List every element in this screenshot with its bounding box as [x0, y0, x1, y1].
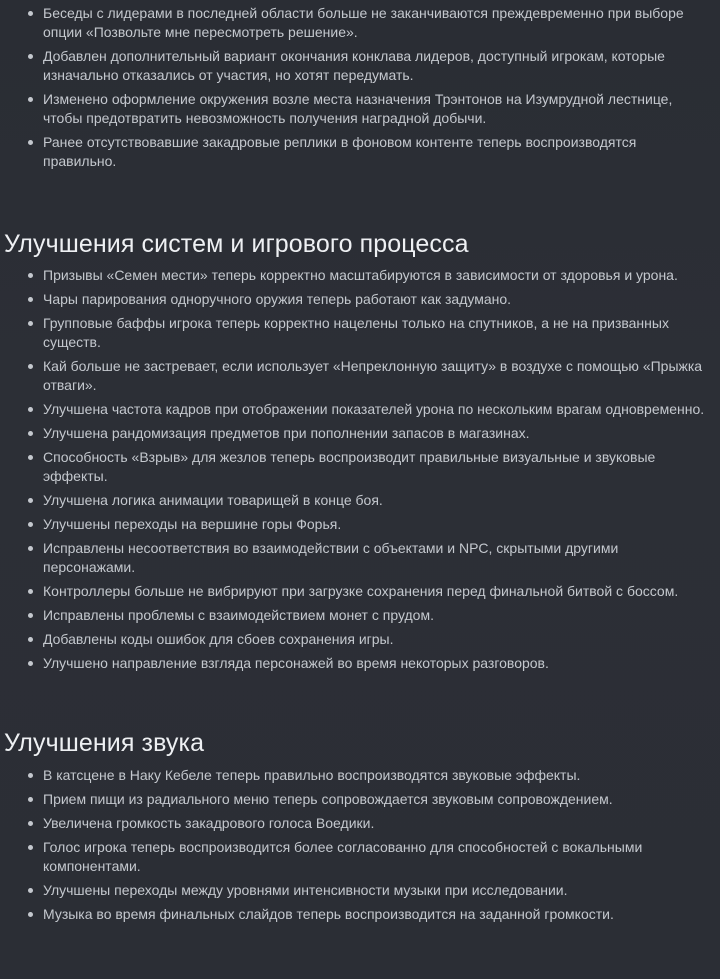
list-item: Прием пищи из радиального меню теперь сопровождается звуковым сопровождением.: [28, 790, 712, 809]
sound-list: [4, 766, 712, 924]
list-item: Музыка во время финальных слайдов теперь воспроизводится на заданной громкости.: [28, 905, 712, 924]
list-item: Способность «Взрыв» для жезлов теперь воспроизводит правильные визуальные и звуковые эффекты.: [28, 448, 712, 486]
section-heading-systems: Улучшения систем и игрового процесса: [4, 230, 469, 258]
list-item: Контроллеры больше не вибрируют при загрузке сохранения перед финальной битвой с боссом.: [28, 582, 712, 601]
list-item: Улучшена частота кадров при отображении показателей урона по нескольким врагам одновременно.: [28, 400, 712, 419]
list-item: Групповые баффы игрока теперь корректно нацелены только на спутников, а не на призванных существ.: [28, 314, 712, 352]
list-item: Улучшена логика анимации товарищей в конце боя.: [28, 491, 712, 510]
list-item: Призывы «Семен мести» теперь корректно масштабируются в зависимости от здоровья и урона.: [28, 266, 712, 285]
list-item: Улучшены переходы между уровнями интенсивности музыки при исследовании.: [28, 881, 712, 900]
lead-items-list: [4, 0, 712, 171]
list-item: Исправлены проблемы с взаимодействием монет с прудом.: [28, 606, 712, 625]
list-item: Увеличена громкость закадрового голоса Воедики.: [28, 814, 712, 833]
list-item: Добавлены коды ошибок для сбоев сохранения игры.: [28, 630, 712, 649]
list-item: Голос игрока теперь воспроизводится более согласованно для способностей с вокальными компонентами.: [28, 838, 712, 876]
list-item: Изменено оформление окружения возле места назначения Трэнтонов на Изумрудной лестнице, чтобы предотвратить невозможность получения наградной добычи.: [28, 90, 712, 128]
section-heading-sound: Улучшения звука: [4, 729, 205, 757]
list-item: В катсцене в Наку Кебеле теперь правильно воспроизводятся звуковые эффекты.: [28, 766, 712, 785]
list-item: Ранее отсутствовавшие закадровые реплики в фоновом контенте теперь воспроизводятся правильно.: [28, 133, 712, 171]
list-item: Улучшена рандомизация предметов при пополнении запасов в магазинах.: [28, 424, 712, 443]
list-item: Улучшены переходы на вершине горы Форья.: [28, 515, 712, 534]
list-item: Улучшено направление взгляда персонажей во время некоторых разговоров.: [28, 654, 712, 673]
list-item: Добавлен дополнительный вариант окончания конклава лидеров, доступный игрокам, которые изначально отказались от участия, но хотят передумать.: [28, 47, 712, 85]
list-item: Кай больше не застревает, если использует «Непреклонную защиту» в воздухе с помощью «Прыжка отваги».: [28, 357, 712, 395]
list-item: Беседы с лидерами в последней области больше не заканчиваются преждевременно при выборе опции «Позвольте мне пересмотреть решение».: [28, 4, 712, 42]
list-item: Чары парирования одноручного оружия теперь работают как задумано.: [28, 290, 712, 309]
list-item: Исправлены несоответствия во взаимодействии с объектами и NPC, скрытыми другими персонажами.: [28, 539, 712, 577]
systems-list: [4, 266, 712, 673]
